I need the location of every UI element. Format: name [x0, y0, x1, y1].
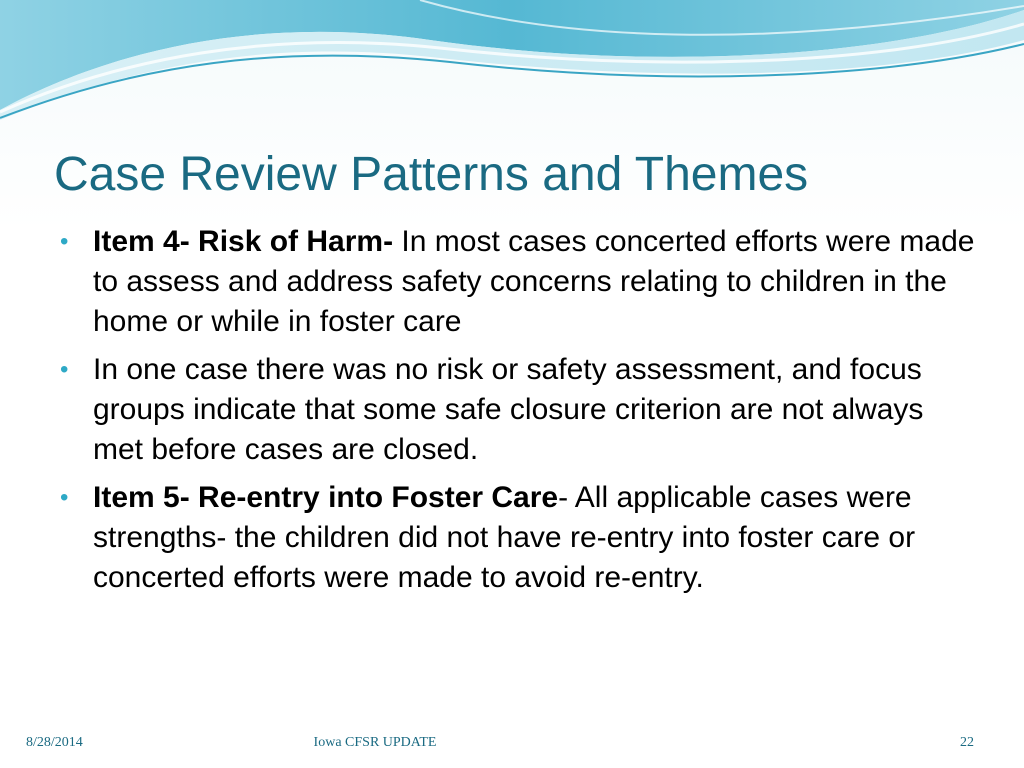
header-wave-decoration — [0, 0, 1024, 130]
footer-title: Iowa CFSR UPDATE — [313, 735, 437, 750]
slide-title: Case Review Patterns and Themes — [54, 148, 809, 201]
bullet-icon: • — [60, 228, 69, 255]
bullet-bold-lead: Item 5- Re-entry into Foster Care — [93, 481, 559, 514]
bullet-item — [58, 222, 978, 342]
footer-date: 8/28/2014 — [26, 735, 83, 750]
bullet-list — [58, 222, 978, 606]
footer-page-number: 22 — [960, 735, 974, 750]
bullet-bold-lead: Item 4- Risk of Harm- — [93, 225, 394, 258]
bullet-item — [58, 478, 978, 598]
bullet-icon: • — [60, 484, 69, 511]
bullet-text: - All applicable cases were strengths- the children did not have re-entry into foster care or concerted efforts were made to avoid re-entry. — [93, 481, 916, 594]
bullet-text: In one case there was no risk or safety assessment, and focus groups indicate that some safe closure criterion are not always met before cases are closed. — [93, 353, 924, 466]
bullet-icon: • — [60, 356, 69, 383]
bullet-item — [58, 350, 978, 470]
bullet-text: In most cases concerted efforts were made to assess and address safety concerns relating to children in the home or while in foster care — [93, 225, 975, 338]
